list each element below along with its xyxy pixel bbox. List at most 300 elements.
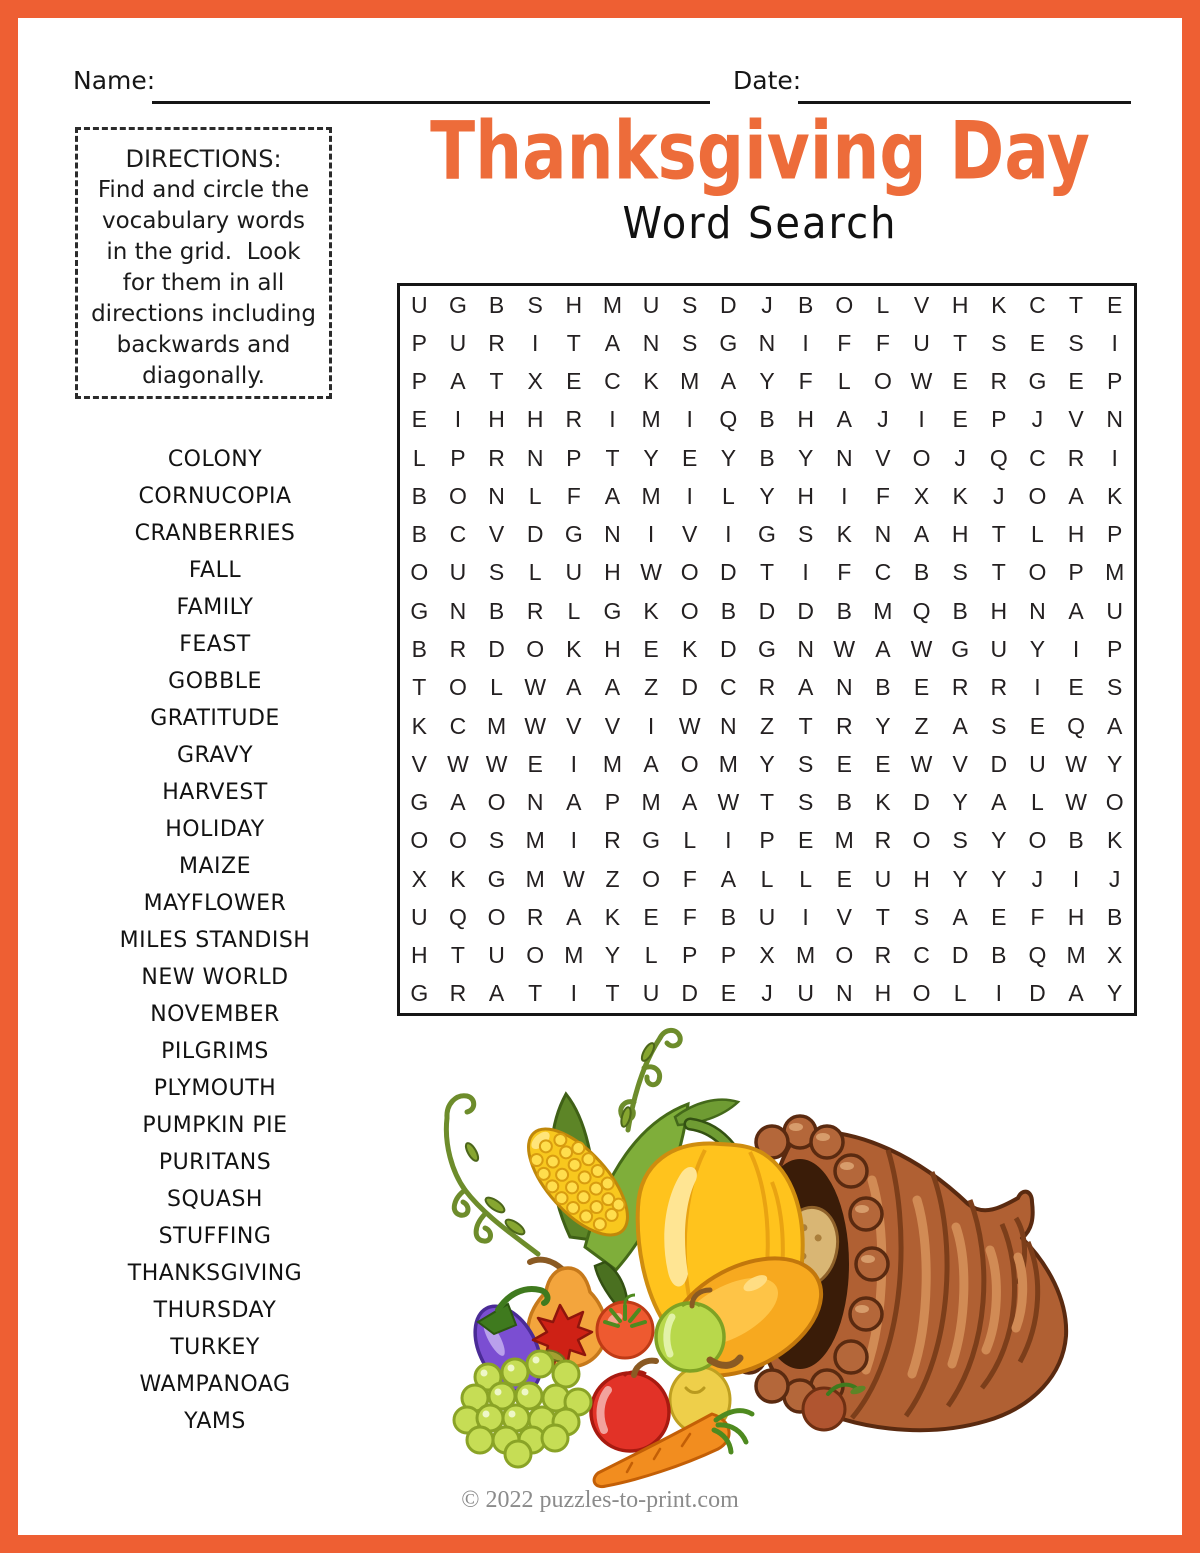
grid-cell: O	[448, 827, 467, 854]
grid-cell: I	[647, 712, 655, 739]
grid-cell: V	[411, 750, 427, 777]
grid-cell: N	[797, 635, 814, 662]
grid-cell: B	[488, 597, 505, 624]
grid-cell: S	[488, 827, 505, 854]
grid-cell: E	[527, 750, 543, 777]
grid-cell: V	[913, 291, 930, 318]
grid-cell: P	[1068, 559, 1084, 586]
grid-cell: X	[913, 482, 930, 509]
grid-cell: R	[951, 674, 969, 701]
grid-cell: H	[951, 291, 969, 318]
grid-cell: I	[686, 482, 693, 509]
grid-cell: G	[410, 789, 429, 816]
page-title: Thanksgiving Day	[430, 104, 1090, 198]
grid-cell: W	[910, 368, 933, 395]
grid-cell: V	[566, 712, 582, 739]
grid-cell: E	[1029, 712, 1046, 739]
grid-cell: E	[1107, 291, 1123, 318]
grid-cell: L	[760, 865, 774, 892]
grid-cell: T	[605, 980, 620, 1007]
grid-cell: U	[797, 980, 814, 1007]
grid-cell: O	[835, 291, 854, 318]
grid-cell: E	[797, 827, 814, 854]
grid-cell: D	[720, 291, 737, 318]
grid-cell: N	[526, 444, 544, 471]
grid-cell: J	[761, 980, 773, 1007]
page-subtitle: Word Search	[622, 199, 898, 249]
grid-cell: A	[1068, 482, 1084, 509]
grid-cell: H	[1067, 521, 1085, 548]
grid-cell: M	[1105, 559, 1125, 586]
grid-cell: W	[833, 635, 856, 662]
grid-cell: O	[1105, 789, 1124, 816]
grid-cell: E	[913, 674, 930, 701]
directions-line: diagonally.	[142, 363, 265, 389]
grid-cell: F	[875, 329, 890, 356]
grid-cell: P	[1107, 521, 1123, 548]
grid-cell: U	[1106, 597, 1123, 624]
word-list-item: FEAST	[179, 632, 251, 657]
grid-cell: F	[837, 559, 852, 586]
directions-line: vocabulary words	[102, 208, 305, 234]
grid-cell: S	[682, 291, 698, 318]
grid-cell: G	[758, 521, 776, 548]
grid-cell: H	[411, 942, 428, 969]
puzzle-grid	[397, 283, 1137, 1016]
grid-cell: P	[411, 368, 427, 395]
grid-cell: C	[449, 712, 467, 739]
grid-cell: H	[604, 559, 621, 586]
grid-cell: F	[682, 865, 697, 892]
grid-cell: I	[1111, 444, 1118, 471]
grid-cell: Y	[952, 789, 968, 816]
grid-cell: R	[449, 635, 467, 662]
grid-cell: I	[841, 482, 848, 509]
grid-cell: F	[1030, 903, 1045, 930]
grid-cell: B	[411, 635, 427, 662]
grid-cell: O	[526, 635, 545, 662]
word-list-item: PURITANS	[158, 1150, 272, 1175]
grid-cell: N	[604, 521, 621, 548]
grid-cell: A	[913, 521, 930, 548]
grid-cell: E	[566, 368, 582, 395]
grid-cell: B	[1107, 903, 1123, 930]
grid-cell: Y	[759, 750, 775, 777]
grid-cell: R	[835, 712, 853, 739]
grid-cell: I	[802, 903, 809, 930]
grid-cell: Y	[1107, 750, 1123, 777]
grid-cell: K	[566, 635, 582, 662]
grid-cell: P	[759, 827, 775, 854]
grid-cell: G	[642, 827, 661, 854]
grid-cell: P	[682, 942, 698, 969]
grid-cell: Y	[797, 444, 814, 471]
grid-cell: M	[796, 942, 816, 969]
grid-cell: Y	[759, 368, 775, 395]
grid-cell: T	[528, 980, 543, 1007]
grid-cell: J	[1031, 406, 1044, 433]
grid-cell: J	[761, 291, 773, 318]
grid-cell: E	[411, 406, 427, 433]
grid-cell: G	[448, 291, 467, 318]
grid-cell: A	[836, 406, 852, 433]
grid-cell: V	[836, 903, 852, 930]
grid-cell: E	[875, 750, 891, 777]
grid-cell: P	[991, 406, 1007, 433]
grid-cell: B	[720, 597, 737, 624]
grid-cell: U	[411, 903, 428, 930]
word-list-item: GRAVY	[176, 743, 254, 768]
copyright-text: © 2022 puzzles-to-print.com	[461, 1487, 739, 1513]
grid-cell: L	[567, 597, 581, 624]
grid-cell: E	[1029, 329, 1046, 356]
grid-cell: R	[449, 980, 467, 1007]
grid-cell: S	[1107, 674, 1123, 701]
grid-cell: Z	[759, 712, 775, 739]
grid-cell: N	[642, 329, 660, 356]
grid-cell: R	[526, 903, 544, 930]
grid-cell: L	[1031, 789, 1044, 816]
grid-cell: R	[565, 406, 583, 433]
grid-cell: H	[565, 291, 583, 318]
grid-cell: Y	[952, 865, 968, 892]
grid-cell: I	[725, 827, 732, 854]
grid-cell: A	[797, 674, 814, 701]
grid-cell: A	[875, 635, 891, 662]
grid-cell: G	[758, 635, 776, 662]
grid-cell: V	[952, 750, 968, 777]
grid-cell: D	[526, 521, 544, 548]
grid-cell: U	[642, 291, 660, 318]
grid-cell: Q	[1067, 712, 1085, 739]
grid-cell: Z	[605, 865, 620, 892]
grid-cell: H	[797, 482, 814, 509]
grid-cell: T	[605, 444, 620, 471]
grid-cell: E	[643, 903, 659, 930]
grid-cell: U	[758, 903, 776, 930]
grid-cell: K	[952, 482, 968, 509]
grid-cell: L	[876, 291, 890, 318]
grid-cell: B	[488, 291, 505, 318]
grid-cell: U	[990, 635, 1008, 662]
grid-cell: N	[835, 444, 853, 471]
grid-cell: Y	[759, 482, 775, 509]
grid-cell: E	[952, 406, 968, 433]
grid-cell: U	[565, 559, 583, 586]
grid-cell: F	[837, 329, 852, 356]
grid-cell: Y	[643, 444, 659, 471]
grid-cell: T	[798, 712, 813, 739]
directions-text	[78, 175, 329, 392]
grid-cell: B	[1068, 827, 1084, 854]
grid-cell: L	[953, 980, 967, 1007]
grid-cell: S	[488, 559, 505, 586]
grid-cell: M	[641, 482, 661, 509]
grid-cell: M	[1066, 942, 1086, 969]
grid-cell: L	[644, 942, 658, 969]
grid-cell: R	[990, 674, 1008, 701]
cornucopia-illustration	[420, 1022, 1080, 1492]
grid-cell: V	[488, 521, 505, 548]
grid-cell: A	[450, 789, 466, 816]
grid-cell: J	[1108, 865, 1121, 892]
grid-cell: A	[1107, 712, 1123, 739]
grid-cell: S	[1068, 329, 1084, 356]
grid-cell: I	[570, 827, 578, 854]
grid-cell: C	[1029, 444, 1046, 471]
directions-line: backwards and	[116, 332, 291, 358]
grid-cell: F	[798, 368, 813, 395]
grid-cell: N	[835, 674, 853, 701]
grid-cell: I	[1072, 635, 1080, 662]
grid-cell: Q	[448, 903, 467, 930]
grid-cell: H	[951, 521, 969, 548]
grid-cell: L	[721, 482, 735, 509]
grid-cell: M	[602, 291, 623, 318]
grid-cell: W	[717, 789, 740, 816]
grid-cell: D	[797, 597, 814, 624]
directions-heading: DIRECTIONS:	[125, 145, 282, 173]
grid-cell: D	[720, 635, 737, 662]
grid-cell: M	[525, 865, 545, 892]
grid-cell: B	[720, 903, 737, 930]
grid-cell: V	[682, 521, 698, 548]
grid-cell: Q	[912, 597, 931, 624]
grid-cell: H	[526, 406, 544, 433]
grid-cell: H	[488, 406, 505, 433]
grid-cell: L	[799, 865, 813, 892]
grid-cell: K	[682, 635, 698, 662]
grid-cell: E	[1068, 674, 1084, 701]
grid-cell: U	[488, 942, 505, 969]
grid-cell: O	[1028, 827, 1047, 854]
grid-cell: O	[448, 482, 467, 509]
grid-cell: I	[570, 980, 578, 1007]
grid-cell: B	[952, 597, 968, 624]
grid-cell: T	[489, 368, 504, 395]
grid-cell: U	[1029, 750, 1046, 777]
grid-cell: W	[1065, 789, 1087, 816]
grid-cell: R	[604, 827, 621, 854]
word-list-item: YAMS	[184, 1409, 246, 1434]
grid-cell: I	[686, 406, 693, 433]
grid-cell: R	[488, 329, 505, 356]
grid-cell: S	[797, 789, 814, 816]
grid-cell: G	[603, 597, 622, 624]
grid-cell: S	[952, 559, 968, 586]
grid-cell: P	[720, 942, 737, 969]
grid-cell: O	[410, 559, 429, 586]
name-label: Name:	[73, 66, 156, 95]
tomato	[597, 1295, 653, 1358]
grid-cell: E	[836, 750, 852, 777]
word-list-item: PLYMOUTH	[153, 1076, 277, 1101]
grid-cell: F	[566, 482, 581, 509]
grid-cell: H	[913, 865, 930, 892]
grid-cell: Y	[991, 827, 1007, 854]
grid-cell: K	[875, 789, 891, 816]
word-list-item: COLONY	[167, 447, 263, 472]
word-list-item: STUFFING	[158, 1224, 272, 1249]
word-list-item: TURKEY	[170, 1335, 260, 1360]
grid-cell: S	[797, 521, 814, 548]
grid-cell: A	[682, 789, 698, 816]
grid-cell: R	[1067, 444, 1085, 471]
word-list	[77, 441, 353, 1440]
grid-cell: A	[604, 329, 621, 356]
grid-cell: W	[678, 712, 701, 739]
grid-cell: R	[758, 674, 776, 701]
grid-cell: Q	[989, 444, 1008, 471]
grid-cell: B	[991, 942, 1007, 969]
grid-cell: C	[1029, 291, 1046, 318]
grid-cell: P	[604, 789, 621, 816]
grid-cell: U	[874, 865, 892, 892]
grid-cell: R	[488, 444, 505, 471]
grid-cell: O	[1028, 482, 1047, 509]
grid-cell: D	[1029, 980, 1046, 1007]
grid-cell: I	[802, 559, 809, 586]
grid-cell: I	[1111, 329, 1118, 356]
grid-cell: P	[1107, 635, 1123, 662]
grid-cell: I	[725, 521, 732, 548]
word-list-item: THANKSGIVING	[127, 1261, 303, 1286]
grid-cell: Z	[914, 712, 929, 739]
grid-cell: O	[873, 368, 892, 395]
directions-line: for them in all	[122, 270, 285, 296]
grid-cell: Y	[991, 865, 1007, 892]
grid-cell: K	[836, 521, 852, 548]
grid-cell: M	[602, 750, 623, 777]
grid-cell: N	[526, 789, 544, 816]
directions-line: Find and circle the	[97, 177, 310, 203]
grid-cell: B	[875, 674, 891, 701]
grid-cell: T	[450, 942, 465, 969]
grid-cell: S	[682, 329, 698, 356]
grid-cell: C	[720, 674, 737, 701]
grid-cell: H	[604, 635, 621, 662]
grid-cell: M	[718, 750, 738, 777]
word-list-item: NOVEMBER	[150, 1002, 280, 1027]
grid-cell: E	[1068, 368, 1084, 395]
grid-cell: Y	[720, 444, 737, 471]
grid-cell: O	[1028, 559, 1047, 586]
grid-cell: W	[640, 559, 662, 586]
word-list-item: FALL	[188, 558, 242, 583]
grid-cell: I	[454, 406, 462, 433]
directions-line: in the grid. Look	[106, 239, 301, 265]
grid-cell: N	[835, 980, 853, 1007]
grid-cell: K	[643, 368, 659, 395]
grape-cluster	[454, 1348, 591, 1467]
grid-cell: U	[449, 559, 467, 586]
grid-cell: P	[411, 329, 427, 356]
grid-cell: L	[528, 559, 542, 586]
directions-line: directions including	[91, 301, 316, 327]
grid-cell: E	[682, 444, 698, 471]
word-list-item: MILES STANDISH	[119, 928, 311, 953]
word-list-item: MAIZE	[179, 854, 251, 879]
grid-cell: G	[487, 865, 506, 892]
grid-cell: F	[682, 903, 697, 930]
grid-cell: H	[1067, 903, 1085, 930]
grid-cell: J	[1031, 865, 1044, 892]
grid-cell: D	[681, 980, 699, 1007]
grid-cell: O	[680, 597, 699, 624]
grid-cell: B	[913, 559, 930, 586]
date-label: Date:	[733, 66, 802, 95]
grid-cell: M	[564, 942, 584, 969]
grid-cell: I	[995, 980, 1002, 1007]
grid-cell: L	[490, 674, 503, 701]
grid-cell: G	[951, 635, 970, 662]
grid-cell: O	[912, 980, 931, 1007]
grid-cell: S	[991, 712, 1007, 739]
grid-cell: N	[758, 329, 776, 356]
grid-cell: I	[609, 406, 616, 433]
grid-cell: K	[450, 865, 466, 892]
grid-cell: N	[1029, 597, 1046, 624]
grid-cell: P	[450, 444, 466, 471]
grid-cell: O	[680, 559, 699, 586]
grid-cell: W	[447, 750, 469, 777]
grid-cell: G	[1028, 368, 1047, 395]
grid-cell: Y	[1029, 635, 1046, 662]
grid-cell: C	[604, 368, 621, 395]
grid-cell: T	[759, 789, 775, 816]
grid-cell: M	[641, 406, 661, 433]
grid-cell: N	[449, 597, 467, 624]
grid-cell: B	[836, 789, 852, 816]
grid-cell: X	[411, 865, 427, 892]
grid-cell: U	[449, 329, 467, 356]
grid-cell: L	[837, 368, 851, 395]
grid-cell: Q	[719, 406, 738, 433]
grid-cell: A	[566, 789, 582, 816]
grid-cell: B	[836, 597, 852, 624]
grid-cell: H	[990, 597, 1008, 624]
word-list-item: CRANBERRIES	[134, 521, 296, 546]
grid-cell: O	[410, 827, 429, 854]
grid-cell: K	[991, 291, 1007, 318]
grid-cell: B	[411, 482, 427, 509]
grid-cell: T	[991, 521, 1006, 548]
word-list-item: THURSDAY	[153, 1298, 277, 1323]
grid-cell: A	[720, 368, 737, 395]
grid-cell: I	[532, 329, 539, 356]
grid-cell: U	[642, 980, 660, 1007]
grid-cell: D	[758, 597, 776, 624]
grid-cell: S	[797, 750, 814, 777]
grid-cell: L	[683, 827, 697, 854]
word-list-item: WAMPANOAG	[139, 1372, 291, 1397]
grid-cell: H	[797, 406, 814, 433]
grid-cell: K	[643, 597, 659, 624]
grid-cell: P	[1107, 368, 1123, 395]
grid-cell: M	[834, 827, 854, 854]
grid-cell: L	[1031, 521, 1044, 548]
grid-cell: R	[526, 597, 544, 624]
grid-cell: O	[526, 942, 545, 969]
grid-cell: A	[604, 482, 621, 509]
grid-cell: F	[875, 482, 890, 509]
grid-cell: C	[449, 521, 467, 548]
word-list-item: PUMPKIN PIE	[142, 1113, 288, 1138]
word-list-item: HARVEST	[162, 780, 268, 805]
grid-cell: Y	[604, 942, 621, 969]
grid-cell: M	[486, 712, 507, 739]
grid-cell: O	[448, 674, 467, 701]
